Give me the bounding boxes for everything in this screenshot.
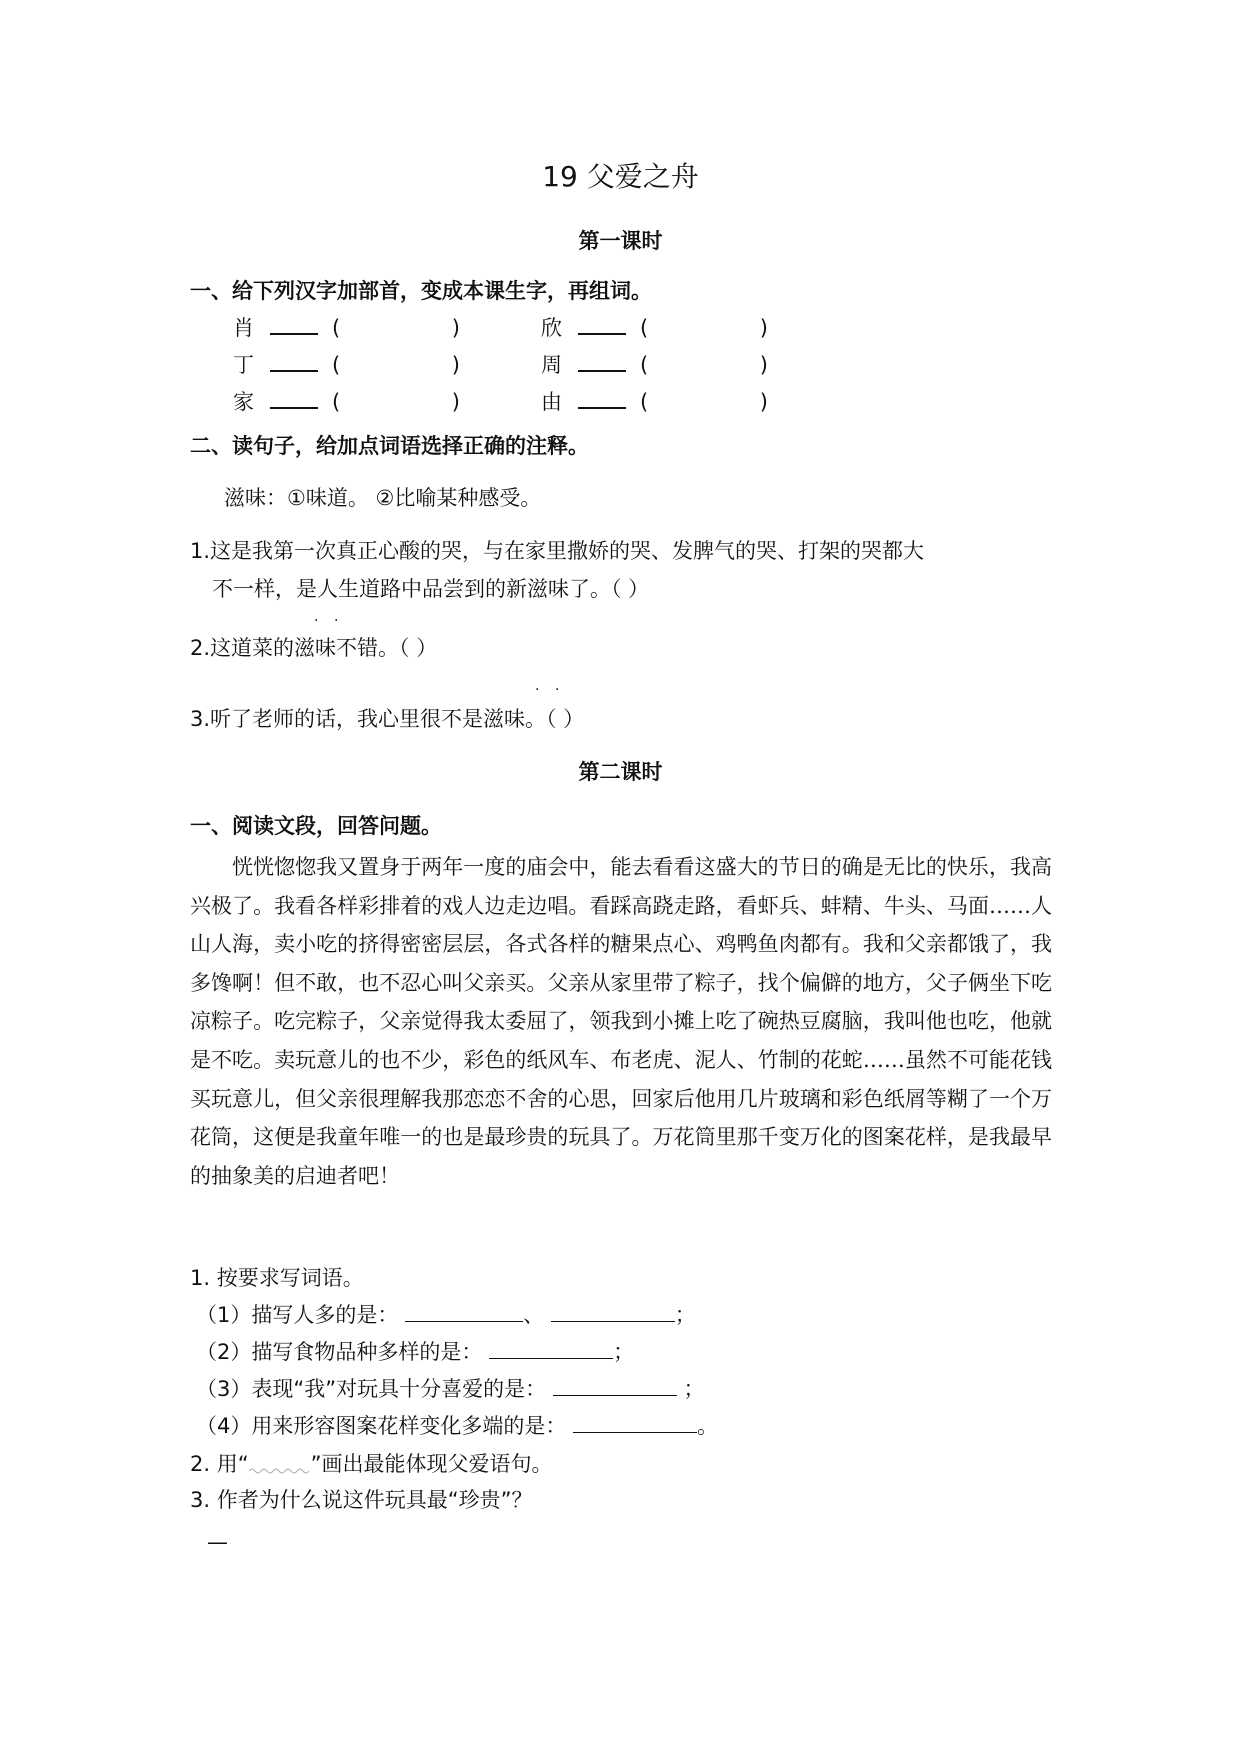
q1-item-2: （2）描写食物品种多样的是： ； [196,1340,635,1364]
radical-char: 周 [541,353,562,377]
radical-blank[interactable] [270,352,318,372]
radical-blank[interactable] [578,352,626,372]
emphasis-dot: · [334,613,339,629]
question-1-line2: 不一样，是人生道路中品尝到的新滋味了。（ ） [212,577,650,601]
q1-title: 1. 按要求写词语。 [190,1266,364,1290]
radical-item [233,312,460,342]
radical-item [541,386,768,416]
radical-blank[interactable] [578,389,626,409]
radical-char: 由 [541,390,562,414]
answer-blank[interactable] [405,1303,523,1322]
l1-section2-title: 二、读句子，给加点词语选择正确的注释。 [190,434,589,458]
radical-char: 家 [233,390,254,414]
answer-line[interactable]: — [207,1530,228,1554]
emphasis-dot: · [555,682,560,698]
q1-item-4: （4）用来形容图案花样变化多端的是： 。 [196,1414,719,1438]
wavy-underline-icon [249,1451,311,1471]
radical-blank[interactable] [270,389,318,409]
q2: 2. 用“ ”画出最能体现父爱语句。 [190,1452,553,1476]
word-answer[interactable]: ( ) [640,353,768,377]
lesson1-heading: 第一课时 [578,229,663,253]
q1-item-3: （3）表现“我”对玩具十分喜爱的是： ； [196,1377,705,1401]
l1-section1-title: 一、给下列汉字加部首，变成本课生字，再组词。 [190,279,652,303]
question-1-line1: 1.这是我第一次真正心酸的哭，与在家里撒娇的哭、发脾气的哭、打架的哭都大 [190,539,925,563]
question-3: 3.听了老师的话，我心里很不是滋味。（ ） [190,707,585,731]
emphasis-dot: · [314,613,319,629]
radical-item [233,349,460,379]
radical-blank[interactable] [270,315,318,335]
answer-blank[interactable] [489,1340,613,1359]
radical-char: 肖 [233,316,254,340]
reading-passage [190,848,1052,1195]
radical-item [541,349,768,379]
radical-item [541,312,768,342]
radical-char: 欣 [541,316,562,340]
word-answer[interactable]: ( ) [640,390,768,414]
l2-section1-title: 一、阅读文段，回答问题。 [190,814,442,838]
radical-blank[interactable] [578,315,626,335]
word-answer[interactable]: ( ) [332,390,460,414]
q3: 3. 作者为什么说这件玩具最“珍贵”？ [190,1488,533,1512]
radical-char: 丁 [233,353,254,377]
q1-item-1: （1）描写人多的是： 、 ； [196,1303,696,1327]
lesson2-heading: 第二课时 [578,760,663,784]
radical-item [233,386,460,416]
emphasis-dot: · [535,682,540,698]
definition-text: 滋味：①味道。 ②比喻某种感受。 [224,486,542,510]
passage-text: 恍恍惚惚我又置身于两年一度的庙会中，能去看看这盛大的节日的确是无比的快乐，我高兴极了。我看各样彩排着的戏人边走边唱。看踩高跷走路，看虾兵、蚌精、牛头、马面……人山人海，卖小吃的挤得密密层层，各式各样的糖果点心、鸡鸭鱼肉都有。我和父亲都饿了，我多馋啊！但不敢，也不忍心叫父亲买。父亲从家里带了粽子，找个偏僻的地方，父子俩坐下吃凉粽子。吃完粽子，父亲觉得我太委屈了，领我到小摊上吃了碗热豆腐脑，我叫他也吃，他就是不吃。卖玩意儿的也不少，彩色的纸风车、布老虎、泥人、竹制的花蛇……虽然不可能花钱买玩意儿，但父亲很理解我那恋恋不舍的心思，回家后他用几片玻璃和彩色纸屑等糊了一个万花筒，这便是我童年唯一的也是最珍贵的玩具了。万花筒里那千变万化的图案花样，是我最早的抽象美的启迪者吧！ [190,855,1052,1188]
word-answer[interactable]: ( ) [640,316,768,340]
word-answer[interactable]: ( ) [332,353,460,377]
answer-blank[interactable] [573,1414,697,1433]
answer-blank[interactable] [551,1303,675,1322]
word-answer[interactable]: ( ) [332,316,460,340]
question-2: 2.这道菜的滋味不错。（ ） [190,636,438,660]
page-title: 19 父爱之舟 [542,160,699,193]
answer-blank[interactable] [553,1377,677,1396]
